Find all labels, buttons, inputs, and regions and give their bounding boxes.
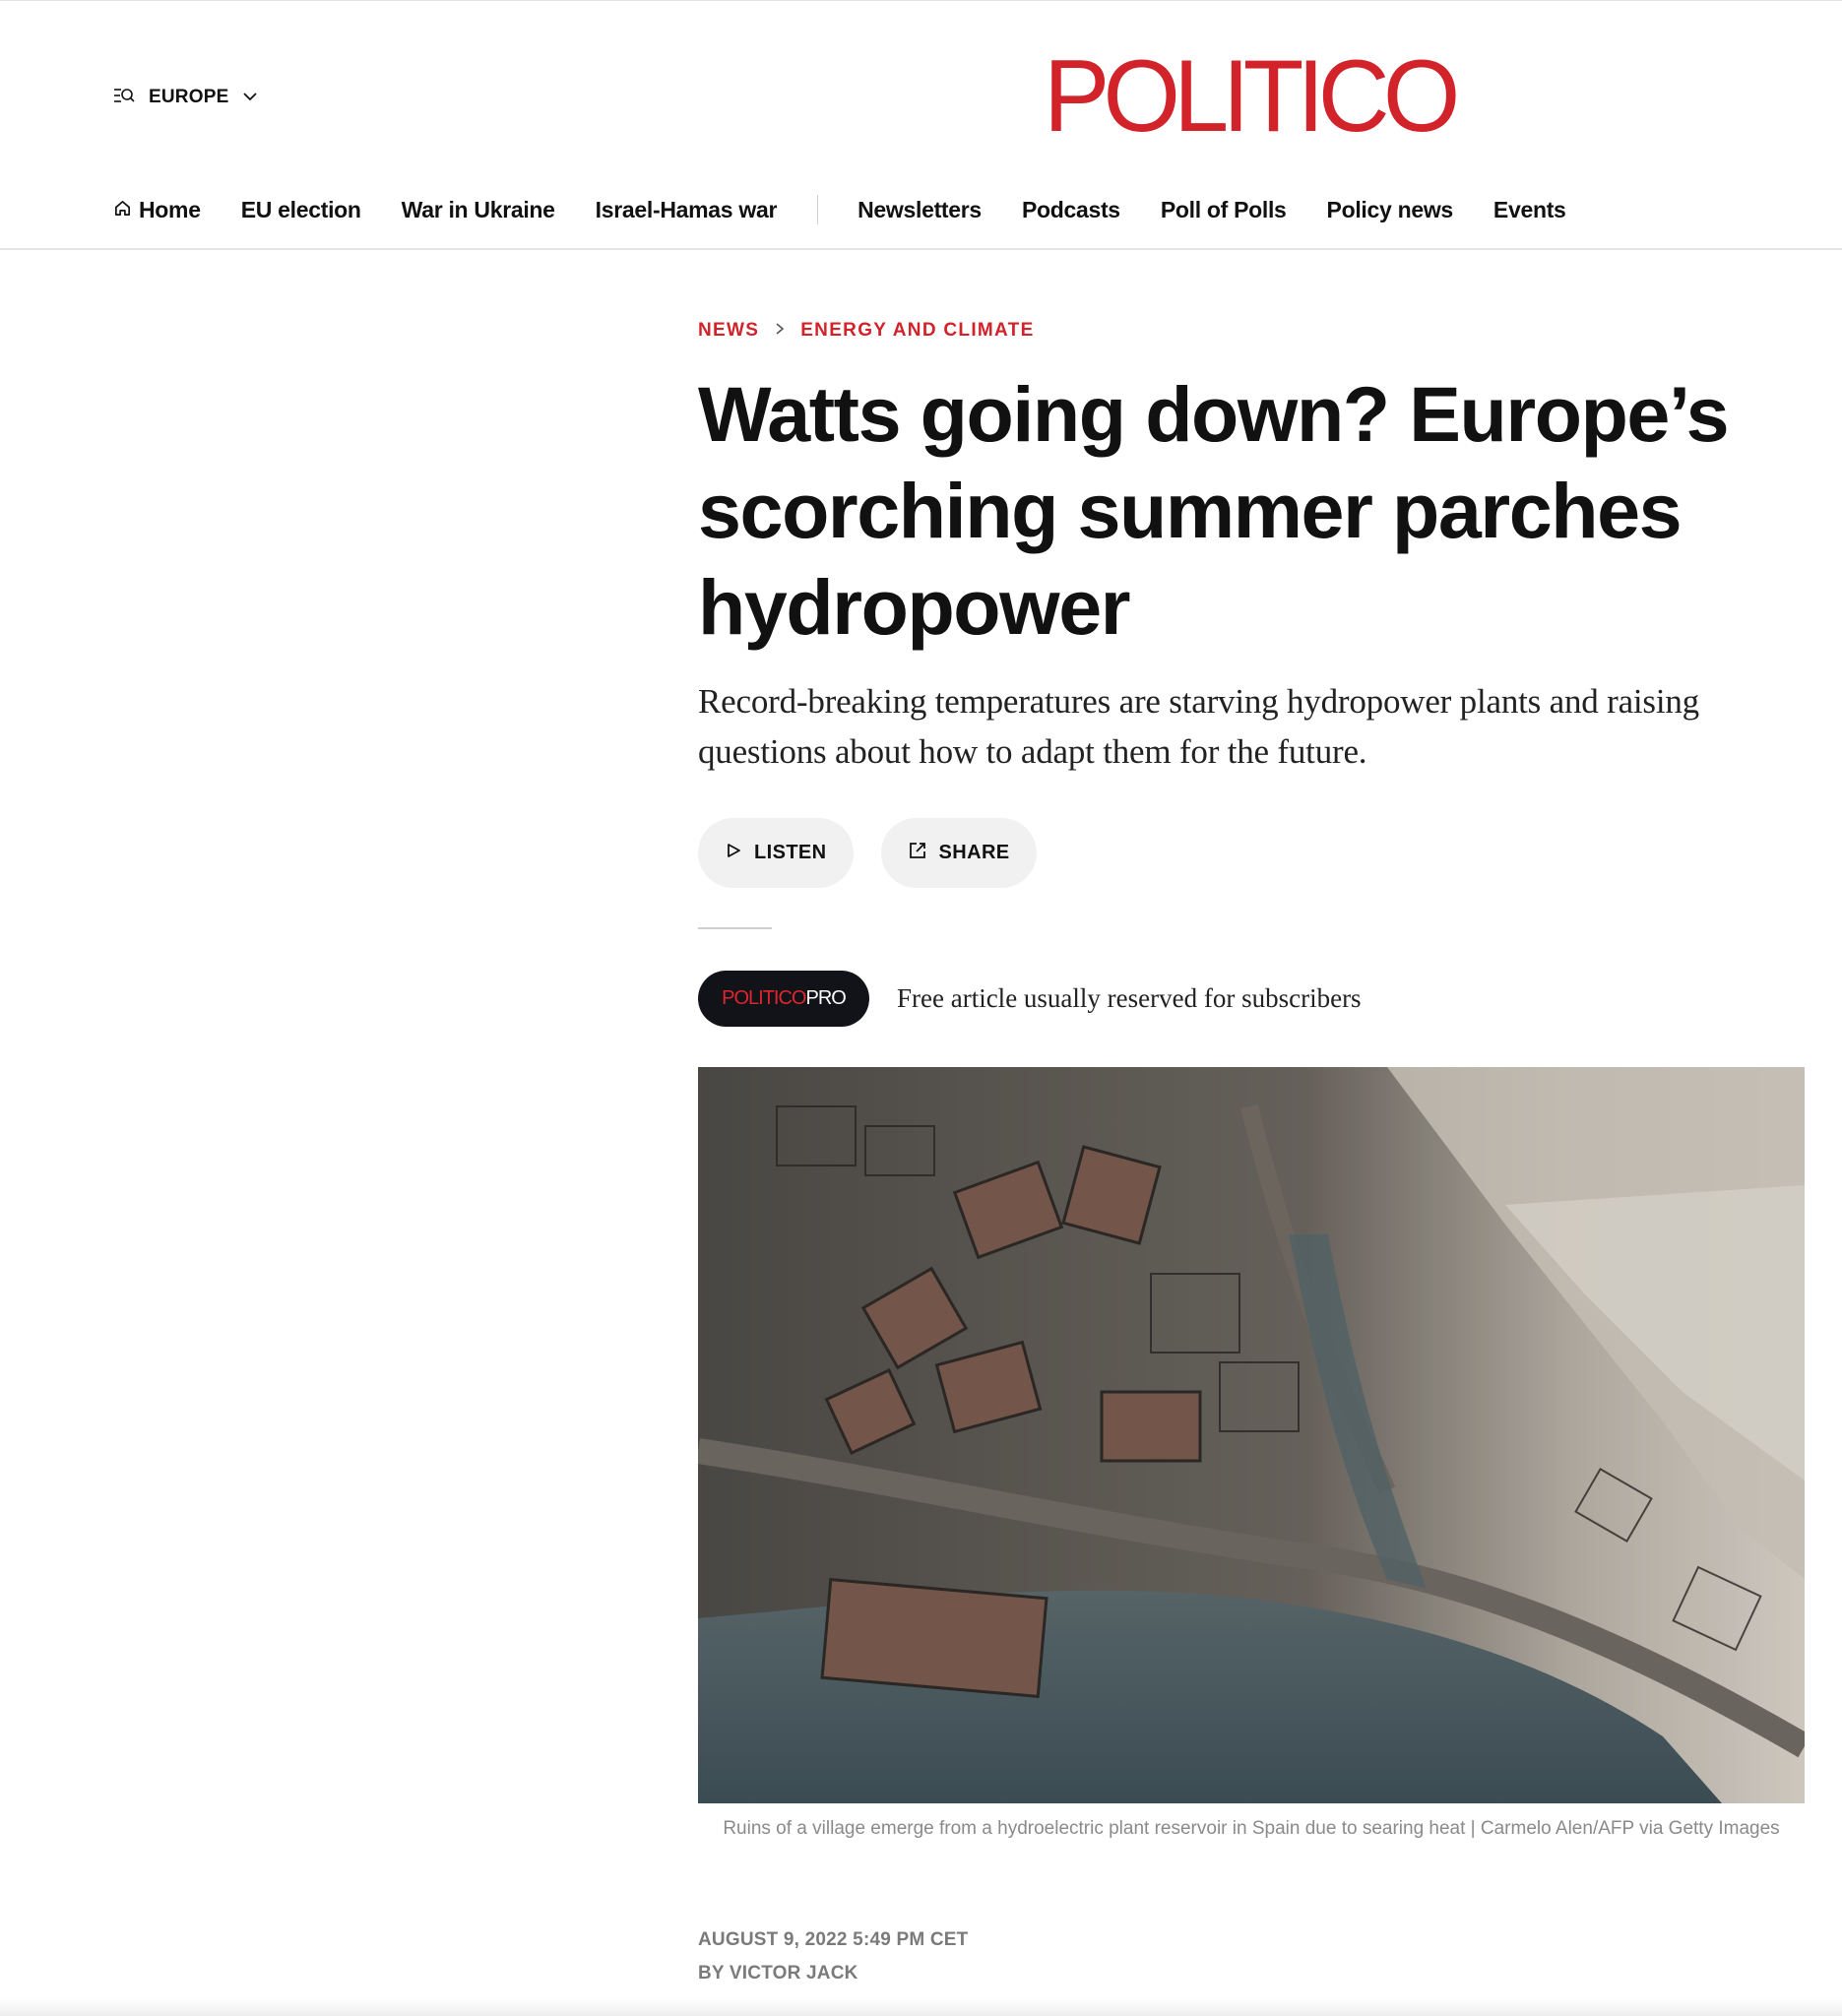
share-icon [908, 841, 927, 866]
politico-logo[interactable]: POLITICO [1044, 39, 1454, 154]
main-nav [113, 193, 1607, 226]
pro-badge-brand: POLITICO [722, 987, 806, 1009]
image-caption: Ruins of a village emerge from a hydroelectric plant reservoir in Spain due to searing heat | Carmelo Alen/AFP via Getty Images [723, 1818, 1780, 1839]
page-bottom-edge [0, 1998, 1842, 2016]
nav-item-war-in-ukraine[interactable]: War in Ukraine [401, 196, 555, 222]
edition-label[interactable]: EUROPE [149, 87, 229, 107]
listen-label: LISTEN [754, 842, 827, 863]
menu-search-icon[interactable] [113, 87, 135, 109]
pro-notice [698, 971, 1805, 1027]
play-icon [725, 842, 742, 865]
article-hero-image [698, 1067, 1805, 1803]
politico-pro-badge[interactable] [698, 971, 869, 1027]
nav-item-events[interactable]: Events [1493, 196, 1566, 222]
pro-notice-text: Free article usually reserved for subscribers [897, 983, 1362, 1013]
breadcrumb [698, 320, 1805, 342]
nav-item-newsletters[interactable]: Newsletters [857, 196, 982, 222]
nav-label: Home [139, 196, 201, 222]
top-border [0, 0, 1842, 1]
article-byline[interactable]: BY VICTOR JACK [698, 1963, 858, 1984]
article-dek: Record-breaking temperatures are starving hydropower plants and raising questions about how to adapt them for the future. [698, 682, 1699, 771]
nav-item-home[interactable] [113, 197, 201, 223]
share-label: SHARE [938, 842, 1010, 863]
chevron-right-icon [775, 322, 785, 341]
edition-selector[interactable] [113, 83, 258, 112]
section-divider [698, 927, 772, 929]
article-headline: Watts going down? Europe’s scorching summer parches hydropower [698, 370, 1729, 651]
nav-divider [817, 195, 818, 224]
nav-item-israel-hamas-war[interactable]: Israel-Hamas war [595, 196, 778, 222]
nav-item-eu-election[interactable]: EU election [240, 196, 361, 222]
home-icon [113, 197, 132, 223]
breadcrumb-energy-and-climate[interactable]: ENERGY AND CLIMATE [800, 320, 1035, 341]
share-button[interactable] [881, 818, 1037, 888]
listen-button[interactable] [698, 818, 854, 888]
breadcrumb-news[interactable]: NEWS [698, 320, 760, 341]
article-actions [698, 818, 1805, 888]
nav-item-podcasts[interactable]: Podcasts [1021, 196, 1120, 222]
nav-item-policy-news[interactable]: Policy news [1326, 196, 1453, 222]
nav-item-poll-of-polls[interactable]: Poll of Polls [1160, 196, 1287, 222]
nav-divider-line [0, 248, 1842, 250]
pro-badge-pro: PRO [805, 987, 846, 1009]
chevron-down-icon[interactable] [242, 89, 258, 106]
article-date: AUGUST 9, 2022 5:49 PM CET [698, 1929, 969, 1950]
